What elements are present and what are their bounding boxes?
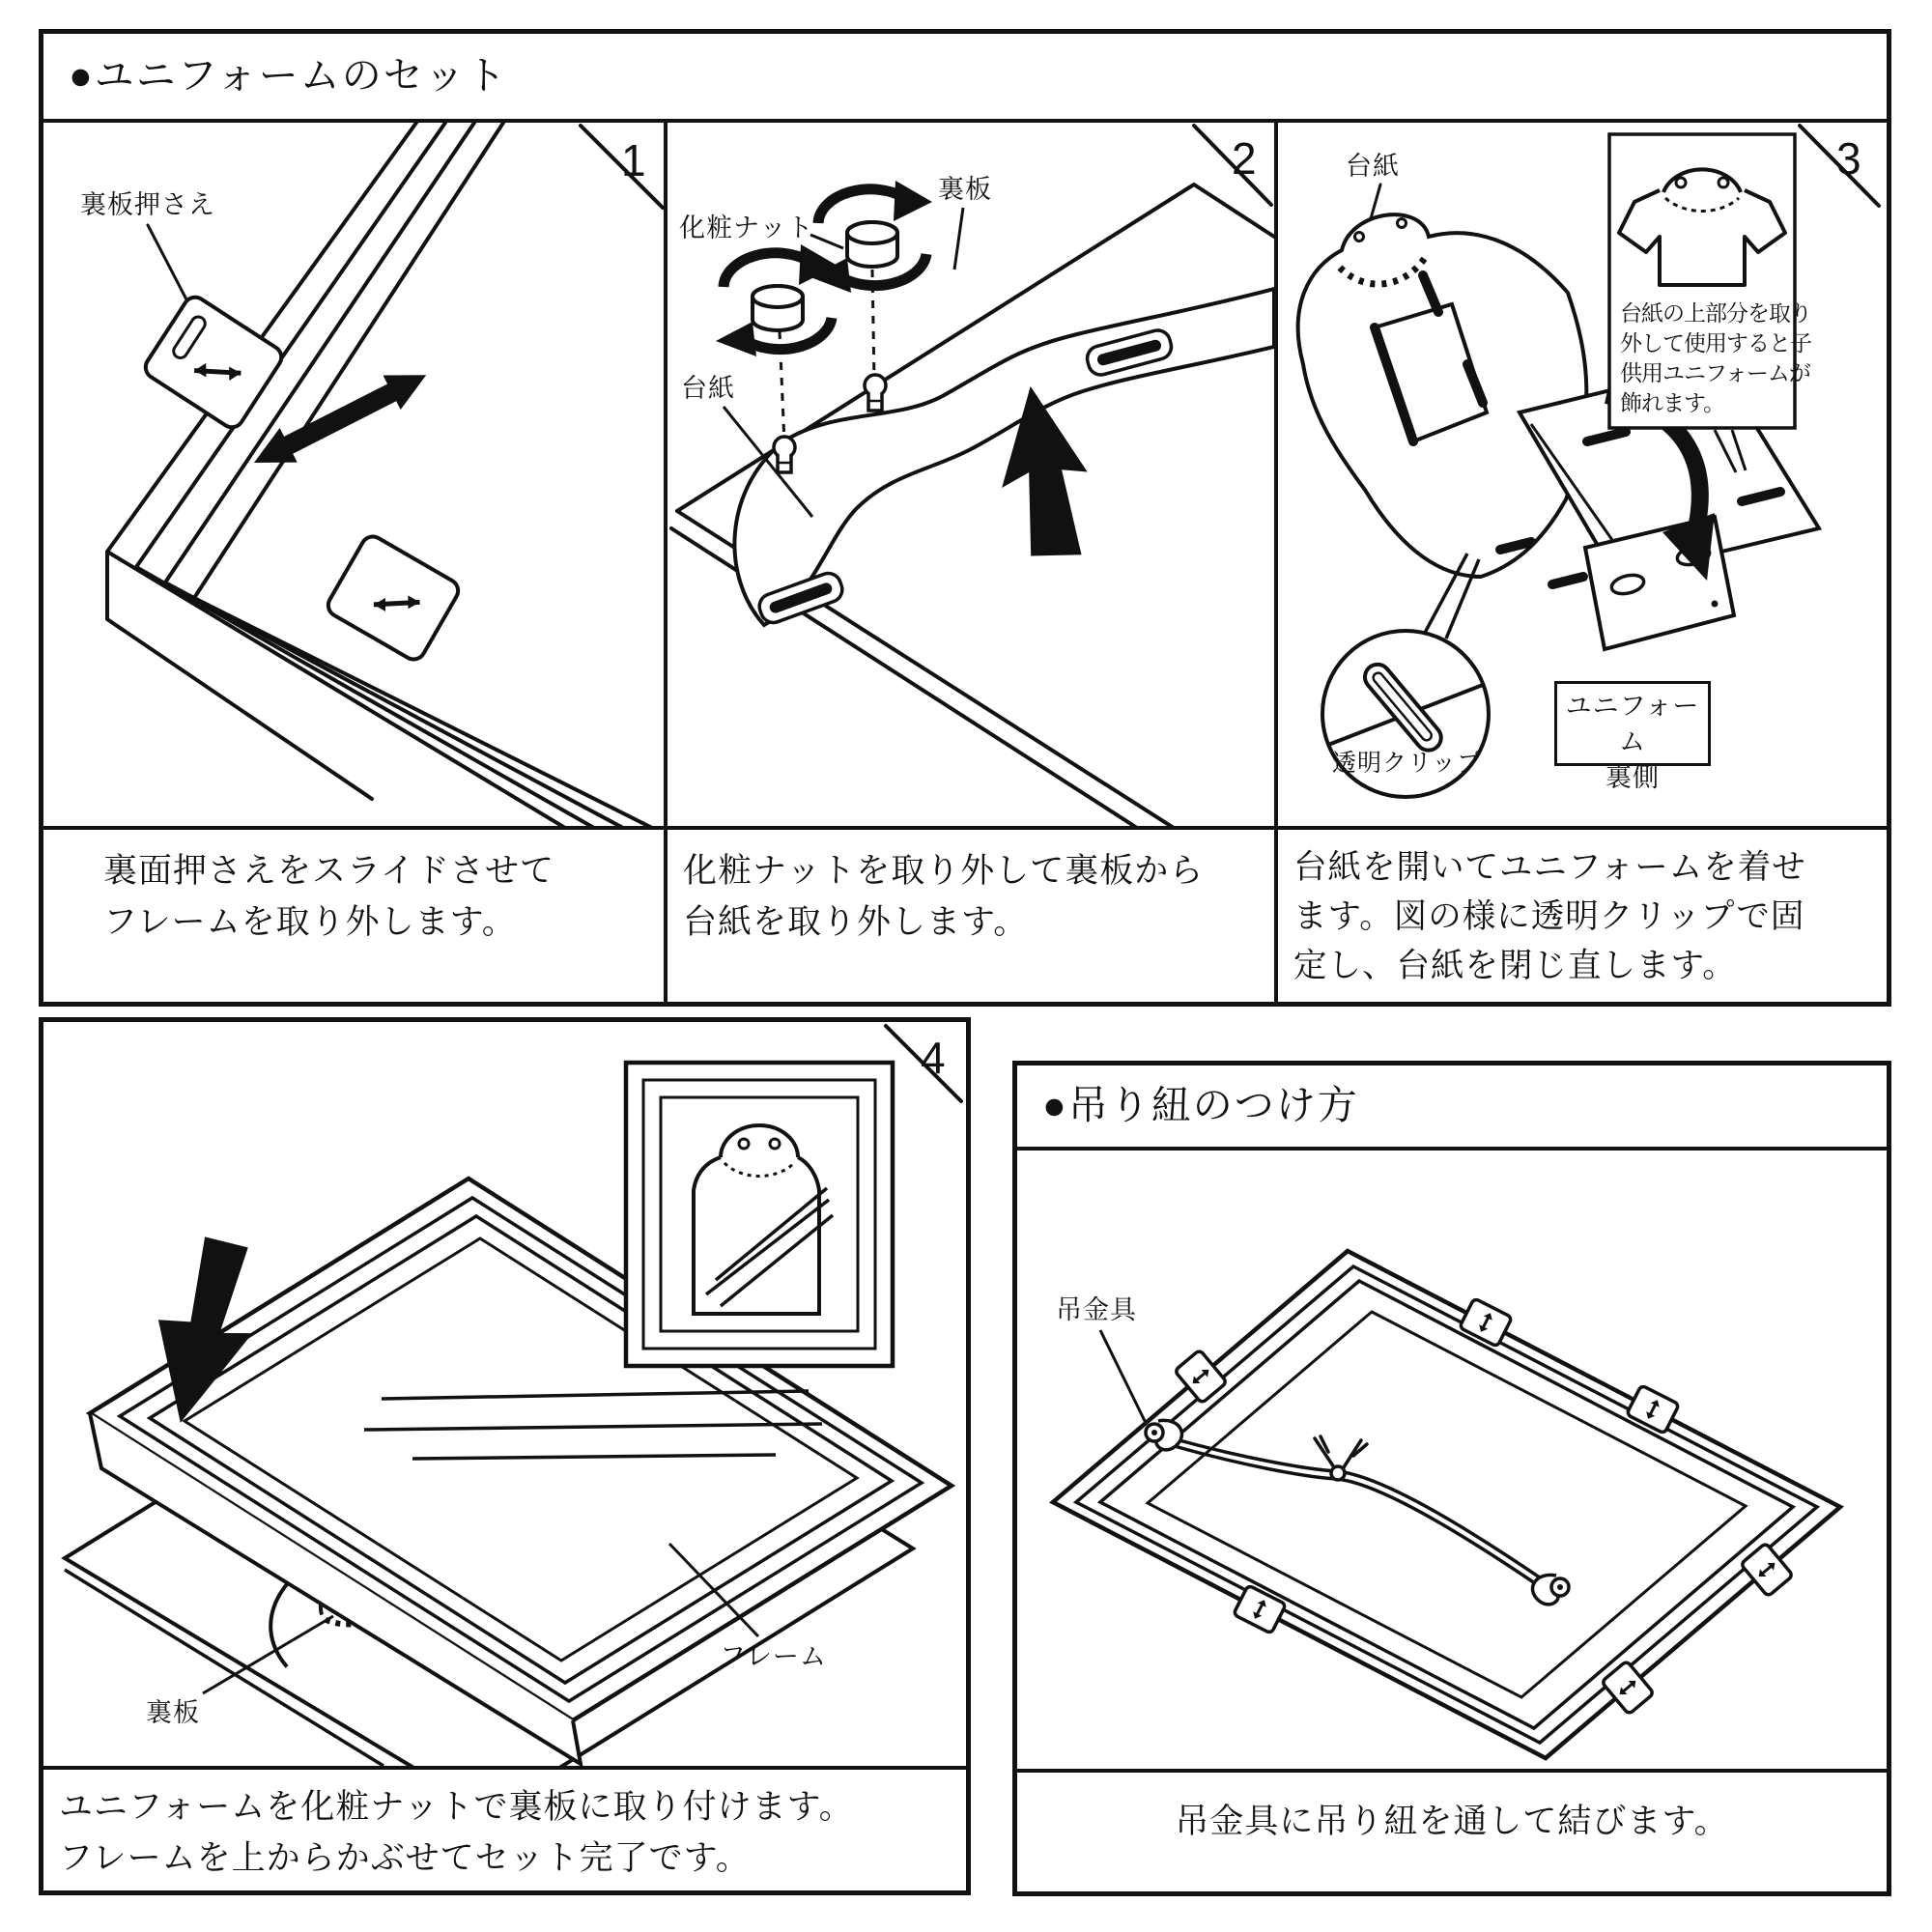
panel-2-caption-line-1: 化粧ナットを取り外して裏板から	[683, 852, 1205, 890]
panel-3-number: 3	[1836, 133, 1861, 184]
backboard-holder-label: 裏板押さえ	[80, 190, 215, 219]
panel-1	[43, 123, 668, 1002]
screw-post-icon	[865, 375, 886, 411]
uniform-set-title: ●ユニフォームのセット	[43, 34, 1887, 123]
panel-1-caption	[43, 826, 664, 1002]
panel-4	[39, 1017, 971, 1895]
frame-outer-edge	[107, 123, 565, 826]
panel-4-caption-line-1: ユニフォームを化粧ナットで裏板に取り付けます。	[59, 1788, 854, 1826]
panel-3-caption	[1278, 826, 1887, 1002]
hanging-section	[1012, 1061, 1891, 1896]
fitting-label-leader	[1100, 1330, 1147, 1425]
hanging-fitting-label: 吊金具	[1056, 1295, 1137, 1324]
backboard-label: 裏板	[146, 1698, 200, 1727]
panel-1-caption-line-1: 裏面押さえをスライドさせて	[103, 852, 554, 890]
panel-2	[668, 123, 1278, 1002]
hanging-section-title: ●吊り紐のつけ方	[1017, 1065, 1887, 1151]
panel-4-caption-line-2: フレームを上からかぶせてセット完了です。	[59, 1839, 751, 1877]
panel-3-caption-line-2: ます。図の様に透明クリップで固	[1293, 898, 1805, 935]
decorative-nut-label: 化粧ナット	[679, 213, 814, 242]
panel-2-number: 2	[1232, 133, 1257, 184]
panel-2-illustration	[668, 123, 1274, 826]
mount-label: 台紙	[681, 374, 735, 403]
uniform-set-panels	[43, 123, 1887, 1002]
screw-post-icon	[774, 437, 795, 472]
hanging-illustration	[1017, 1151, 1887, 1769]
panel-3-caption-line-3: 定し、台紙を閉じ直します。	[1293, 948, 1737, 984]
panel-2-caption-line-2: 台紙を取り外します。	[683, 903, 1029, 941]
panel-1-illustration	[43, 123, 664, 826]
panel-3-illustration	[1278, 123, 1887, 826]
frame-back-drawing	[1053, 1251, 1840, 1758]
panel-4-illustration	[43, 1022, 966, 1766]
backboard-holder-clip-icon	[325, 532, 463, 664]
panel-3	[1278, 123, 1887, 1002]
frame-label: フレーム	[720, 1642, 827, 1671]
panel-4-caption	[43, 1766, 966, 1890]
uniform-back-side-box: ユニフォーム 裏側	[1554, 681, 1711, 766]
mount-label: 台紙	[1346, 152, 1400, 181]
panel-3-caption-line-1: 台紙を開いてユニフォームを着せ	[1293, 849, 1806, 886]
hanging-cord-drawing	[1017, 1151, 1887, 1769]
hanging-caption	[1017, 1769, 1887, 1891]
panel-1-caption-line-2: フレームを取り外します。	[103, 903, 517, 941]
decorative-nut-icon	[716, 244, 838, 356]
panel-1-number: 1	[621, 135, 646, 185]
clear-clip-label: 透明クリップ	[1332, 750, 1483, 777]
hanging-caption-text: 吊金具に吊り紐を通して結びます。	[1175, 1803, 1729, 1840]
backboard-label: 裏板	[938, 175, 992, 204]
frame-corner-drawing	[43, 123, 664, 826]
panel-4-number: 4	[921, 1033, 946, 1083]
final-assembly-drawing	[43, 1022, 966, 1766]
backboard-holder-clip-icon	[141, 293, 286, 432]
kids-uniform-note: 台紙の上部分を取り 外して使用すると子 供用ユニフォームが 飾れます。	[1620, 300, 1811, 415]
uniform-set-section	[39, 29, 1891, 1007]
panel-2-caption	[668, 826, 1274, 1002]
finished-frame-inset	[626, 1063, 893, 1366]
